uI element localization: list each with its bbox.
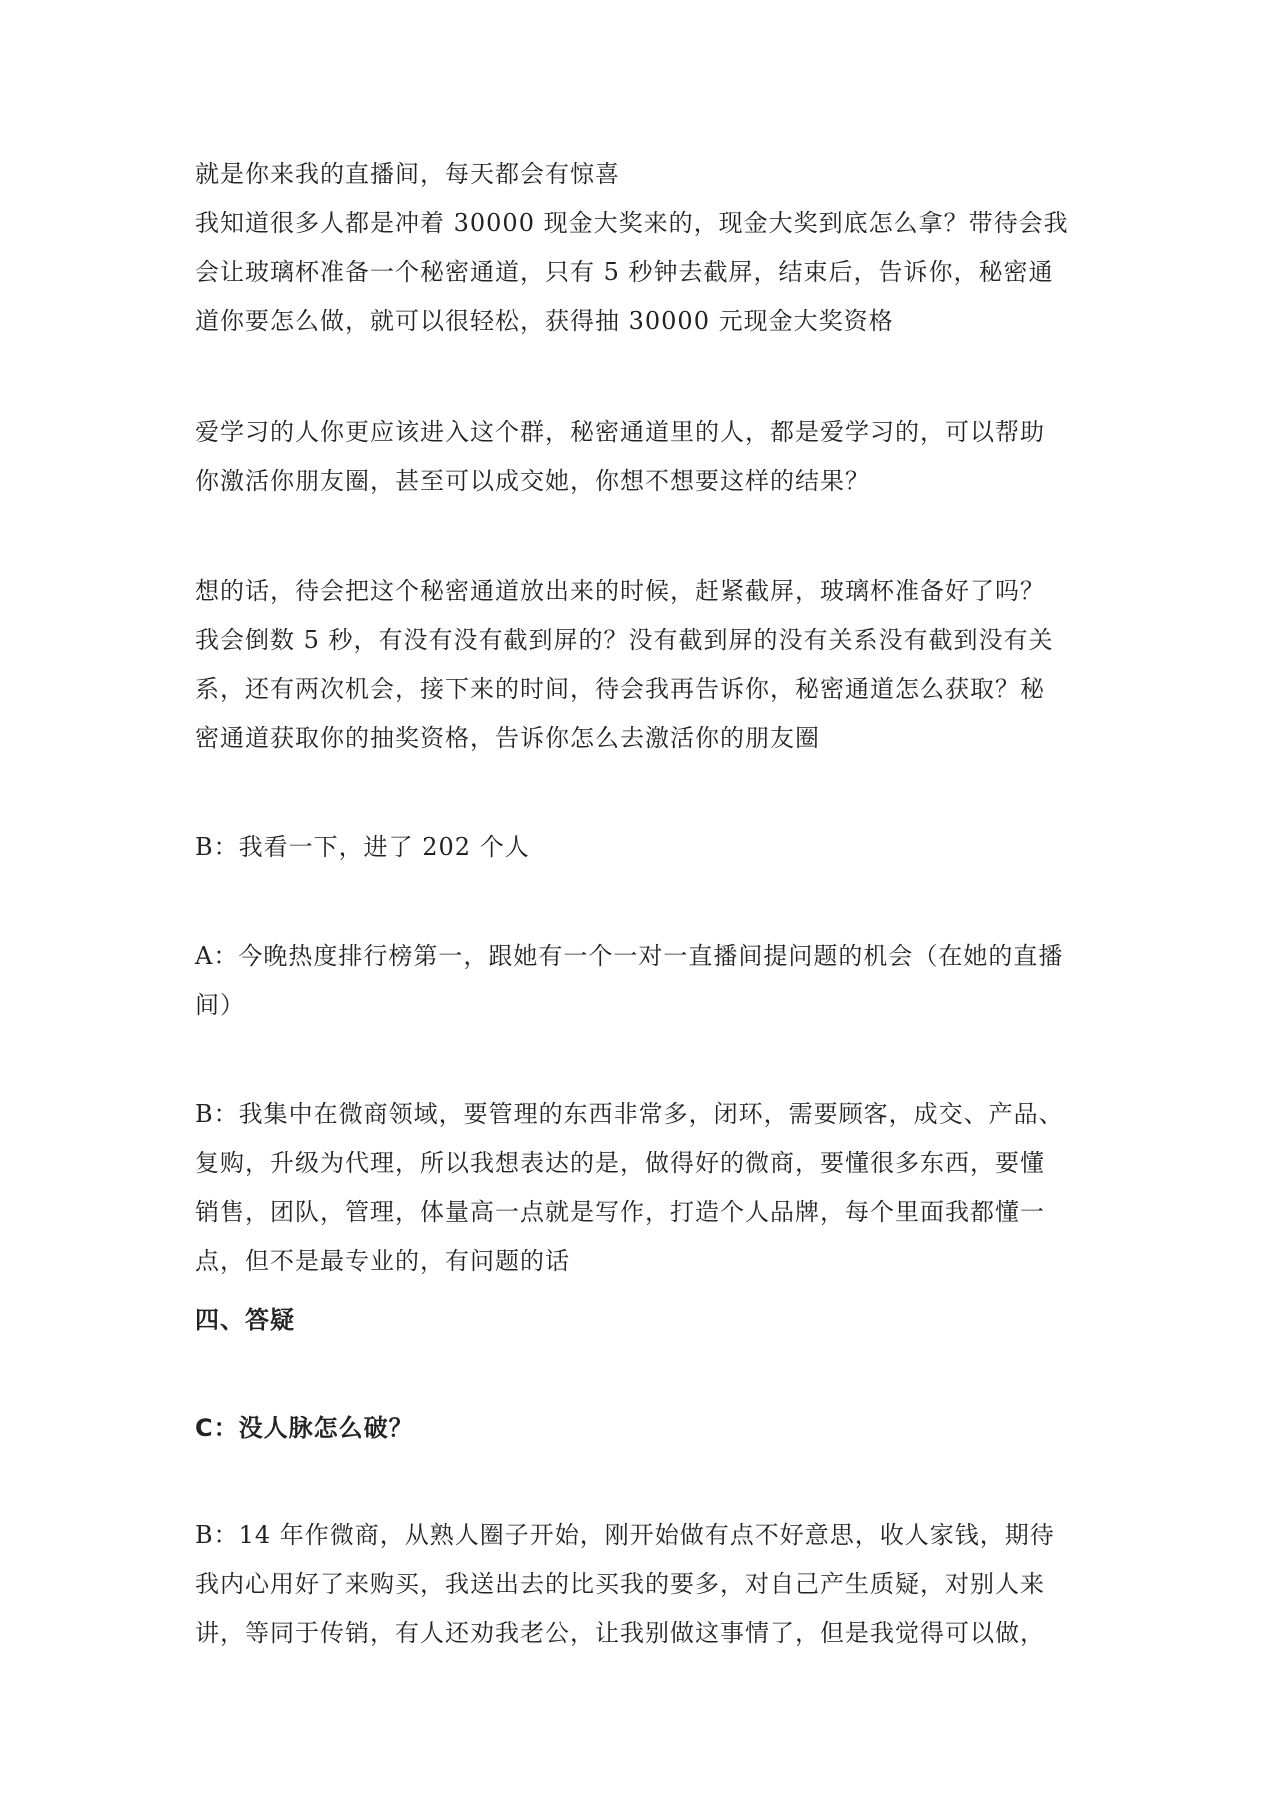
text-line: 想的话，待会把这个秘密通道放出来的时候，赶紧截屏，玻璃杯准备好了吗？ [195, 577, 1045, 605]
text-line: 会让玻璃杯准备一个秘密通道，只有 5 秒钟去截屏，结束后，告诉你，秘密通 [195, 258, 1054, 286]
text-line: 爱学习的人你更应该进入这个群，秘密通道里的人，都是爱学习的，可以帮助 [195, 418, 1045, 446]
paragraph-4 [195, 823, 530, 872]
text-line: B：我看一下，进了 202 个人 [195, 833, 530, 861]
text-line: 就是你来我的直播间，每天都会有惊喜 [195, 160, 620, 188]
paragraph-6 [195, 1090, 1064, 1286]
text-line: 讲，等同于传销，有人还劝我老公，让我别做这事情了，但是我觉得可以做， [195, 1619, 1045, 1647]
text-line: B：我集中在微商领域，要管理的东西非常多，闭环，需要顾客，成交、产品、 [195, 1100, 1064, 1128]
text-line: A：今晚热度排行榜第一，跟她有一个一对一直播间提问题的机会（在她的直播 [195, 942, 1064, 970]
text-line: 我内心用好了来购买，我送出去的比买我的要多，对自己产生质疑，对别人来 [195, 1570, 1045, 1598]
paragraph-1 [195, 150, 1069, 346]
text-line: B：14 年作微商，从熟人圈子开始，刚开始做有点不好意思，收人家钱，期待 [195, 1521, 1055, 1549]
paragraph-5 [195, 932, 1063, 1030]
text-line: 你激活你朋友圈，甚至可以成交她，你想不想要这样的结果？ [195, 467, 870, 495]
section-heading: 四、答疑 [195, 1306, 295, 1334]
text-line: 销售，团队，管理，体量高一点就是写作，打造个人品牌，每个里面我都懂一 [195, 1198, 1045, 1226]
text-line: 系，还有两次机会，接下来的时间，待会我再告诉你，秘密通道怎么获取？秘 [195, 675, 1045, 703]
text-line: 间） [195, 991, 245, 1019]
text-line: 我知道很多人都是冲着 30000 现金大奖来的，现金大奖到底怎么拿？带待会我 [195, 209, 1069, 237]
text-line: 道你要怎么做，就可以很轻松，获得抽 30000 元现金大奖资格 [195, 307, 894, 335]
question-heading: C：没人脉怎么破？ [195, 1414, 414, 1442]
text-line: 密通道获取你的抽奖资格，告诉你怎么去激活你的朋友圈 [195, 724, 820, 752]
answer-paragraph [195, 1511, 1055, 1658]
text-line: 复购，升级为代理，所以我想表达的是，做得好的微商，要懂很多东西，要懂 [195, 1149, 1045, 1177]
text-line: 我会倒数 5 秒，有没有没有截到屏的？没有截到屏的没有关系没有截到没有关 [195, 626, 1054, 654]
paragraph-3 [195, 567, 1054, 763]
text-line: 点，但不是最专业的，有问题的话 [195, 1247, 570, 1275]
paragraph-2 [195, 408, 1045, 506]
